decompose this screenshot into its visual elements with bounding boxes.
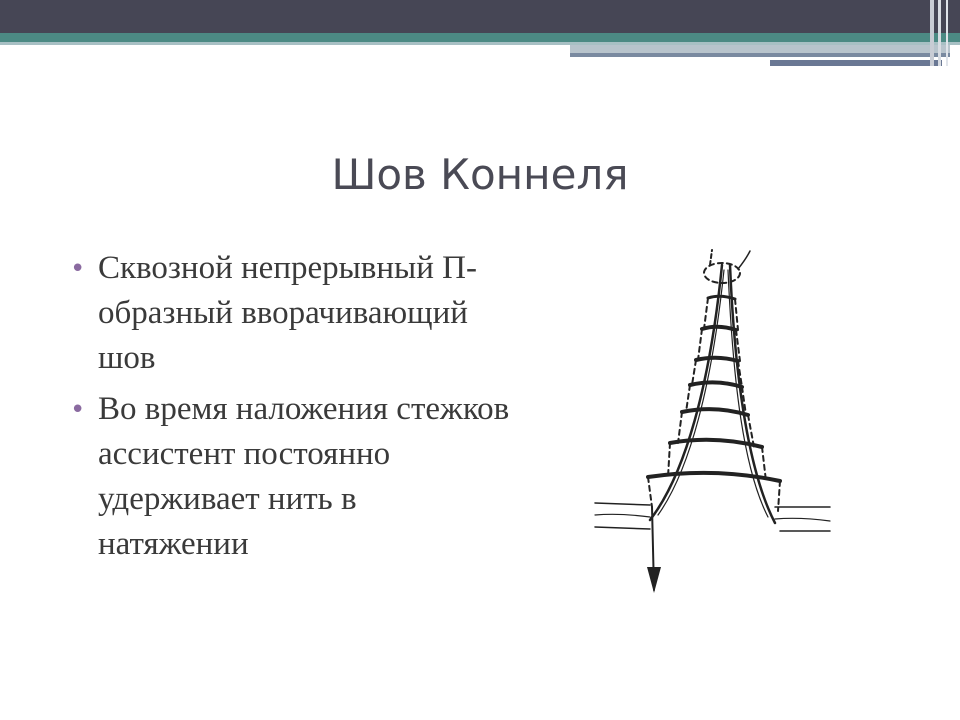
bullet-item — [70, 387, 510, 567]
bullet-text: Сквозной непрерывный П-образный вворачивающий шов — [98, 250, 477, 376]
header-decoration — [0, 0, 960, 70]
bullet-list — [70, 246, 510, 573]
connell-suture-illustration — [590, 245, 840, 595]
bullet-text: Во время наложения стежков ассистент постоянно удерживает нить в натяжении — [98, 391, 510, 562]
bullet-item — [70, 246, 510, 381]
slide-title: Шов Коннеля — [331, 150, 629, 199]
bullet-dot-icon: • — [70, 254, 86, 284]
bullet-dot-icon: • — [70, 395, 86, 425]
